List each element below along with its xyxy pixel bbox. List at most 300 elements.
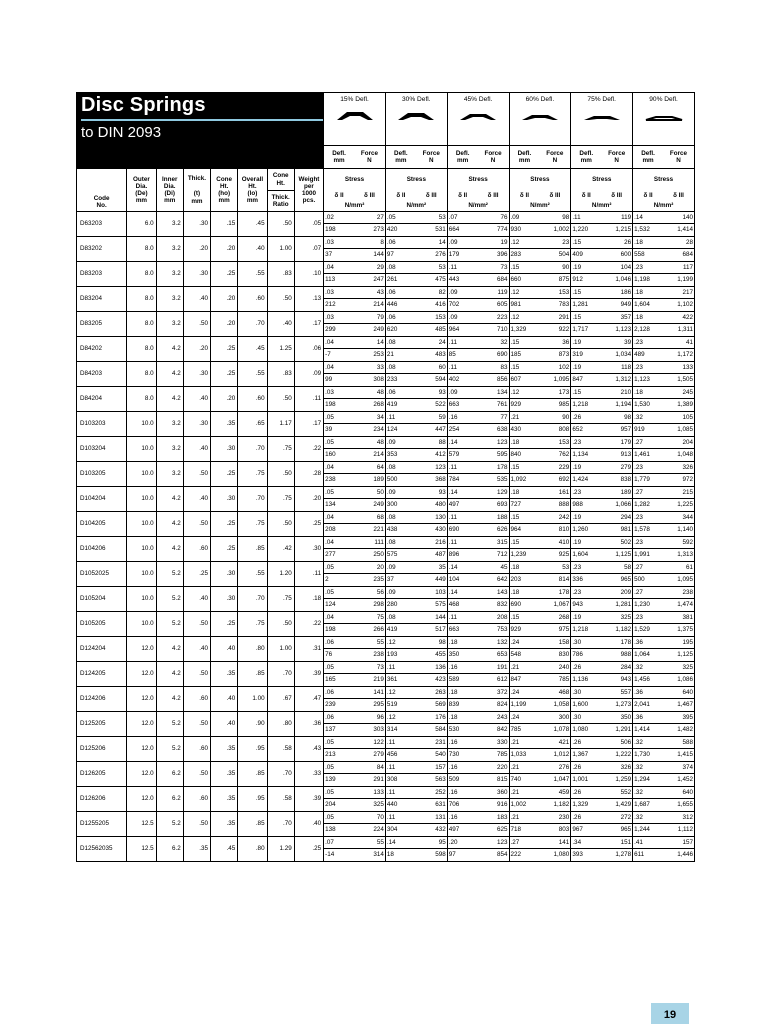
stress-iii-cell: 916 — [478, 799, 509, 812]
stress-ii-cell: 420 — [385, 224, 415, 237]
cone-ratio-cell: .58 — [267, 787, 294, 812]
deflection-cell: .11 — [385, 812, 415, 824]
stress-ii-cell: 409 — [571, 249, 601, 262]
stress-ii-cell: 222 — [509, 849, 539, 862]
cone-h4: mm — [218, 197, 230, 205]
weight-cell: .20 — [294, 487, 323, 512]
deflection-cell: .23 — [571, 437, 601, 449]
deflection-cell: .15 — [509, 612, 539, 624]
force-cell: 223 — [478, 312, 509, 324]
deflection-cell: .09 — [447, 237, 477, 249]
inner-dia-cell: 6.2 — [156, 837, 183, 862]
stress-iii-cell: 250 — [354, 549, 385, 562]
force-cell: 276 — [539, 762, 570, 774]
thickness-cell: .50 — [183, 712, 210, 737]
force-cell: 360 — [478, 787, 509, 799]
stress-ii-cell: 456 — [385, 749, 415, 762]
cone-ratio-cell: .50 — [267, 512, 294, 537]
deflection-cell: .15 — [571, 312, 601, 324]
force-cell: 93 — [416, 387, 447, 399]
thickness-cell: .50 — [183, 462, 210, 487]
stress-iii-cell: 483 — [416, 349, 447, 362]
defl-unit: mm — [457, 157, 469, 164]
stress-header-90 — [633, 169, 695, 191]
outer-dia-cell: 12.0 — [127, 762, 156, 787]
weight-cell: .43 — [294, 737, 323, 762]
force-cell: 23 — [539, 237, 570, 249]
stress-ii-cell: 239 — [324, 699, 354, 712]
table-row — [77, 287, 695, 299]
force-cell: 325 — [663, 662, 695, 674]
deflection-cell: .14 — [633, 212, 663, 224]
stress-iii-cell: 1,505 — [663, 374, 695, 387]
stress-iii-cell: 690 — [478, 349, 509, 362]
deflection-cell: .11 — [385, 662, 415, 674]
deflection-cell: .09 — [385, 437, 415, 449]
stress-ii-cell: 497 — [447, 499, 477, 512]
force-cell: 98 — [416, 637, 447, 649]
stress-iii-cell: 1,172 — [663, 349, 695, 362]
thickness-cell: .60 — [183, 787, 210, 812]
cone-ratio-cell: .83 — [267, 362, 294, 387]
force-cell: 8 — [354, 237, 385, 249]
stress-ii-cell: 663 — [447, 624, 477, 637]
force-cell: 157 — [663, 837, 695, 849]
outer-dia-cell: 10.0 — [127, 487, 156, 512]
code-cell: D83203 — [77, 262, 127, 287]
force-cell: 28 — [663, 237, 695, 249]
table-row — [77, 387, 695, 399]
stress-ii-cell: 1,033 — [509, 749, 539, 762]
force-cell: 24 — [416, 337, 447, 349]
stress-ii-cell: 497 — [447, 824, 477, 837]
stress-ii-cell: 558 — [633, 249, 663, 262]
stress-iii-cell: 925 — [539, 549, 570, 562]
table-row — [77, 837, 695, 849]
force-cell: 326 — [663, 462, 695, 474]
deflection-cell: .11 — [447, 362, 477, 374]
inner-dia-cell: 3.2 — [156, 262, 183, 287]
thickness-cell: .25 — [183, 562, 210, 587]
outer-dia-cell: 10.0 — [127, 537, 156, 562]
defl-unit: mm — [333, 157, 345, 164]
stress-ii-cell: 254 — [447, 424, 477, 437]
deflection-cell: .32 — [633, 762, 663, 774]
overall-h2: Ht. — [248, 182, 257, 190]
thick-h2: (t) — [193, 190, 201, 198]
force-label: Force — [669, 149, 688, 157]
defl-unit: mm — [642, 157, 654, 164]
force-cell: 189 — [601, 487, 632, 499]
code-cell: D105205 — [77, 612, 127, 637]
stress-iii-cell: 522 — [416, 399, 447, 412]
stress-ii-cell: 1,461 — [633, 449, 663, 462]
disc-spring-table-container — [76, 92, 695, 990]
stress-ii-cell: 548 — [509, 649, 539, 662]
stress-ii-cell: 489 — [633, 349, 663, 362]
outer-dia-cell: 12.0 — [127, 737, 156, 762]
force-unit: N — [367, 157, 372, 164]
force-cell: 133 — [354, 787, 385, 799]
deflection-cell: .26 — [571, 412, 601, 424]
thickness-cell: .30 — [183, 362, 210, 387]
table-row — [77, 337, 695, 349]
deflection-cell: .18 — [509, 587, 539, 599]
stress-header-45 — [447, 169, 509, 191]
force-cell: 215 — [663, 487, 695, 499]
stress-ii-cell: 430 — [509, 424, 539, 437]
stress-ii-cell: 353 — [385, 449, 415, 462]
stress-ii-cell: 1,604 — [633, 299, 663, 312]
stress-iii-cell: 1,655 — [663, 799, 695, 812]
stress-iii-cell: 1,046 — [601, 274, 632, 287]
force-cell: 263 — [416, 687, 447, 699]
inner-dia-cell: 5.2 — [156, 712, 183, 737]
stress-iii-cell: 626 — [478, 524, 509, 537]
stress-iii-cell: 1,194 — [601, 399, 632, 412]
cone-ratio-cell: .50 — [267, 462, 294, 487]
force-cell: 176 — [416, 712, 447, 724]
overall-height-cell: .70 — [238, 312, 267, 337]
deflection-cell: .27 — [633, 562, 663, 574]
force-cell: 468 — [539, 687, 570, 699]
stress-ii-cell: 1,991 — [633, 549, 663, 562]
disc-spring-90-icon — [644, 109, 684, 121]
deflection-cell: .14 — [385, 837, 415, 849]
deflection-cell: .08 — [385, 512, 415, 524]
weight-cell: .39 — [294, 662, 323, 687]
table-row — [77, 737, 695, 749]
stress-iii-cell: 291 — [354, 774, 385, 787]
overall-height-cell: .55 — [238, 262, 267, 287]
table-row — [77, 787, 695, 799]
inner-dia-cell: 6.2 — [156, 762, 183, 787]
force-cell: 95 — [416, 837, 447, 849]
deflection-cell: .23 — [633, 262, 663, 274]
force-cell: 506 — [601, 737, 632, 749]
force-cell: 395 — [663, 712, 695, 724]
stress-ii-cell: 1,717 — [571, 324, 601, 337]
inner-dia-cell: 4.2 — [156, 687, 183, 712]
stress-iii-cell: 595 — [478, 449, 509, 462]
deflection-cell: .11 — [385, 737, 415, 749]
deflection-cell: .34 — [571, 837, 601, 849]
thickness-cell: .60 — [183, 737, 210, 762]
force-cell: 640 — [663, 787, 695, 799]
weight-h3: 1000 — [301, 190, 316, 197]
stress-ii-cell: 280 — [385, 599, 415, 612]
code-cell: D83204 — [77, 287, 127, 312]
deflection-cell: .15 — [509, 362, 539, 374]
stress-ii-cell: 660 — [509, 274, 539, 287]
force-cell: 122 — [354, 737, 385, 749]
stress-ii-cell: 1,329 — [571, 799, 601, 812]
deflection-cell: .30 — [571, 712, 601, 724]
stress-ii-cell: 1,281 — [571, 299, 601, 312]
weight-cell: .07 — [294, 237, 323, 262]
stress-ii-cell: 730 — [447, 749, 477, 762]
force-cell: 141 — [354, 687, 385, 699]
cone-ratio-cell: .75 — [267, 437, 294, 462]
thickness-cell: .50 — [183, 762, 210, 787]
stress-iii-cell: 1,047 — [539, 774, 570, 787]
force-cell: 103 — [416, 587, 447, 599]
stress-ii-cell: 2 — [324, 574, 354, 587]
deflection-cell: .06 — [324, 712, 354, 724]
deflection-cell: .14 — [447, 562, 477, 574]
stress-ii-cell: 1,002 — [509, 799, 539, 812]
force-cell: 33 — [354, 362, 385, 374]
thickness-cell: .40 — [183, 437, 210, 462]
stress-iii-cell: 838 — [601, 474, 632, 487]
thickness-cell: .30 — [183, 412, 210, 437]
stress-ii-cell: 124 — [385, 424, 415, 437]
code-column-header — [77, 169, 127, 212]
thickness-cell: .50 — [183, 312, 210, 337]
stress-iii-cell: 189 — [354, 474, 385, 487]
deflection-cell: .09 — [385, 587, 415, 599]
deflection-cell: .23 — [633, 537, 663, 549]
code-cell: D124205 — [77, 662, 127, 687]
weight-cell: .18 — [294, 587, 323, 612]
force-cell: 77 — [478, 412, 509, 424]
stress-iii-cell: 693 — [478, 499, 509, 512]
outer-dia-cell: 10.0 — [127, 412, 156, 437]
cone-height-cell: .25 — [211, 537, 238, 562]
stress-iii-cell: 830 — [539, 649, 570, 662]
stress-iii-cell: 824 — [478, 699, 509, 712]
stress-iii-cell: 423 — [416, 674, 447, 687]
thick-h3: mm — [191, 197, 203, 205]
stress-iii-cell: 943 — [601, 674, 632, 687]
stress-ii-cell: 99 — [324, 374, 354, 387]
outer-dia-cell: 8.0 — [127, 387, 156, 412]
deflection-cell: .15 — [509, 512, 539, 524]
deflection-cell: .08 — [385, 362, 415, 374]
stress-ii-cell: 1,329 — [509, 324, 539, 337]
deflection-cell: .19 — [571, 537, 601, 549]
outer-dia-cell: 8.0 — [127, 362, 156, 387]
stress-delta-ii-header: δ II — [633, 191, 663, 201]
deflection-cell: .23 — [571, 562, 601, 574]
inner-dia-cell: 5.2 — [156, 612, 183, 637]
stress-iii-cell: 249 — [354, 499, 385, 512]
cone-height-cell: .25 — [211, 262, 238, 287]
stress-iii-cell: 480 — [416, 499, 447, 512]
stress-iii-cell: 913 — [601, 449, 632, 462]
stress-iii-cell: 785 — [478, 749, 509, 762]
stress-iii-cell: 308 — [354, 374, 385, 387]
force-cell: 20 — [354, 562, 385, 574]
deflection-cell: .16 — [447, 412, 477, 424]
stress-ii-cell: 1,218 — [571, 399, 601, 412]
stress-ii-cell: 113 — [324, 274, 354, 287]
defl-label: Defl. — [394, 149, 408, 157]
stress-delta-ii-header: δ II — [324, 191, 354, 201]
stress-ii-cell: 1,220 — [571, 224, 601, 237]
stress-iii-cell: 1,375 — [663, 624, 695, 637]
stress-ii-cell: 1,260 — [571, 524, 601, 537]
deflection-cell: .20 — [447, 837, 477, 849]
overall-height-cell: 1.00 — [238, 687, 267, 712]
stress-iii-cell: 325 — [354, 799, 385, 812]
stress-ii-cell: 1,001 — [571, 774, 601, 787]
deflection-cell: .32 — [633, 412, 663, 424]
stress-iii-cell: 1,215 — [601, 224, 632, 237]
stress-iii-cell: 314 — [354, 849, 385, 862]
stress-iii-cell: 1,086 — [663, 674, 695, 687]
cone-ratio-cell: .50 — [267, 287, 294, 312]
deflection-cell: .12 — [385, 687, 415, 699]
weight-cell: .17 — [294, 412, 323, 437]
stress-ii-cell: 350 — [447, 649, 477, 662]
weight-cell: .06 — [294, 337, 323, 362]
stress-iii-cell: 605 — [478, 299, 509, 312]
deflection-cell: .16 — [447, 737, 477, 749]
deflection-cell: .05 — [324, 762, 354, 774]
stress-iii-cell: 1,182 — [601, 624, 632, 637]
code-cell: D84202 — [77, 337, 127, 362]
stress-iii-cell: 1,313 — [663, 549, 695, 562]
cone-height-header — [211, 169, 238, 212]
stress-iii-cell: 653 — [478, 649, 509, 662]
deflection-cell: .36 — [633, 687, 663, 699]
code-cell: D104204 — [77, 487, 127, 512]
outer-dia-header — [127, 169, 156, 212]
outer-dia-cell: 10.0 — [127, 587, 156, 612]
overall-height-cell: .70 — [238, 487, 267, 512]
force-cell: 53 — [416, 212, 447, 224]
force-unit: N — [676, 157, 681, 164]
force-cell: 268 — [539, 612, 570, 624]
stress-iii-cell: 1,125 — [663, 649, 695, 662]
stress-iii-cell: 875 — [539, 274, 570, 287]
stress-iii-cell: 295 — [354, 699, 385, 712]
overall-height-cell: .40 — [238, 237, 267, 262]
deflection-cell: .18 — [633, 287, 663, 299]
stress-iii-cell: 214 — [354, 449, 385, 462]
stress-iii-cell: 234 — [354, 424, 385, 437]
table-title: Disc Springs — [81, 94, 206, 116]
deflection-cell: .12 — [385, 637, 415, 649]
table-row — [77, 412, 695, 424]
cone-ratio-cell: .75 — [267, 487, 294, 512]
code-cell: D12562035 — [77, 837, 127, 862]
deflection-cell: .21 — [509, 812, 539, 824]
stress-delta-ii-header: δ II — [385, 191, 415, 201]
overall-height-cell: .85 — [238, 537, 267, 562]
cone-height-cell: .35 — [211, 662, 238, 687]
stress-iii-cell: 219 — [354, 674, 385, 687]
deflection-cell: .36 — [633, 712, 663, 724]
deflection-cell: .02 — [324, 212, 354, 224]
stress-iii-cell: 238 — [354, 649, 385, 662]
deflection-cell: .08 — [385, 462, 415, 474]
stress-ii-cell: 1,244 — [633, 824, 663, 837]
cone-ratio-cell: .70 — [267, 812, 294, 837]
force-unit: N — [428, 157, 434, 164]
deflection-cell: .16 — [447, 812, 477, 824]
deflection-cell: .05 — [324, 412, 354, 424]
weight-cell: .33 — [294, 762, 323, 787]
deflection-75-label: 75% Defl. — [587, 96, 616, 103]
ratio-h2: Ht. — [276, 179, 285, 187]
force-cell: 502 — [601, 537, 632, 549]
stress-ii-cell: 361 — [385, 674, 415, 687]
force-cell: 183 — [478, 812, 509, 824]
force-cell: 82 — [416, 287, 447, 299]
defl-mm-header — [509, 146, 539, 169]
force-cell: 557 — [601, 687, 632, 699]
stress-iii-cell: 475 — [416, 274, 447, 287]
overall-height-cell: .45 — [238, 337, 267, 362]
table-row — [77, 712, 695, 724]
thickness-cell: .35 — [183, 837, 210, 862]
stress-iii-cell: 487 — [416, 549, 447, 562]
stress-iii-cell: 808 — [539, 424, 570, 437]
stress-ii-cell: 85 — [447, 349, 477, 362]
force-cell: 14 — [416, 237, 447, 249]
stress-ii-cell: 530 — [447, 724, 477, 737]
cone-height-cell: .30 — [211, 587, 238, 612]
force-cell: 552 — [601, 787, 632, 799]
stress-iii-cell: 625 — [478, 824, 509, 837]
stress-iii-cell: 854 — [478, 849, 509, 862]
stress-iii-cell: 224 — [354, 824, 385, 837]
outer-dia-cell: 8.0 — [127, 287, 156, 312]
table-row — [77, 312, 695, 324]
force-cell: 93 — [416, 487, 447, 499]
force-cell: 140 — [663, 212, 695, 224]
stress-ii-cell: 261 — [385, 274, 415, 287]
overall-height-cell: .75 — [238, 462, 267, 487]
table-row — [77, 212, 695, 224]
stress-delta-ii-header: δ II — [447, 191, 477, 201]
force-cell: 141 — [539, 837, 570, 849]
stress-iii-cell: 249 — [354, 324, 385, 337]
stress-iii-cell: 1,452 — [663, 774, 695, 787]
stress-iii-cell: 449 — [416, 574, 447, 587]
deflection-cell: .19 — [571, 462, 601, 474]
ratio-h1: Cone — [272, 172, 289, 180]
deflection-cell: .26 — [571, 662, 601, 674]
page-number: 19 — [651, 1003, 689, 1024]
stress-iii-cell: 985 — [539, 399, 570, 412]
force-cell: 26 — [601, 237, 632, 249]
force-cell: 118 — [601, 362, 632, 374]
defl-mm-header — [385, 146, 415, 169]
force-cell: 79 — [354, 312, 385, 324]
outer-dia-cell: 12.5 — [127, 812, 156, 837]
stress-ii-cell: 1,529 — [633, 624, 663, 637]
stress-iii-cell: 268 — [354, 399, 385, 412]
stress-iii-cell: 447 — [416, 424, 447, 437]
cone-h2: Ht. — [219, 182, 229, 190]
stress-header-75 — [571, 169, 633, 191]
code-cell: D1052025 — [77, 562, 127, 587]
cone-ratio-cell: 1.29 — [267, 837, 294, 862]
deflection-cell: .04 — [324, 362, 354, 374]
force-unit: N — [614, 157, 619, 164]
force-cell: 230 — [539, 812, 570, 824]
inner-dia-cell: 4.2 — [156, 362, 183, 387]
stress-ii-cell: 198 — [324, 624, 354, 637]
inner-dia-cell: 4.2 — [156, 662, 183, 687]
stress-ii-cell: 137 — [324, 724, 354, 737]
cone-ratio-cell: 1.20 — [267, 562, 294, 587]
stress-unit-header: N/mm² — [571, 201, 633, 212]
stress-iii-cell: 803 — [539, 824, 570, 837]
